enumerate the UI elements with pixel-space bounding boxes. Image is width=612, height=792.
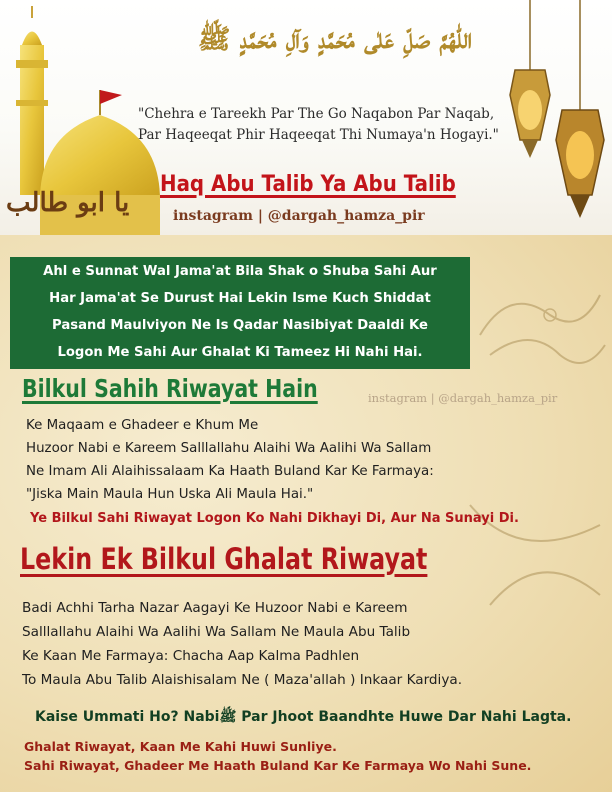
closing-paragraph <box>24 737 531 775</box>
arabic-calligraphy-label: یا ابو طالب <box>6 188 130 218</box>
intro-line: Ahl e Sunnat Wal Jama'at Bila Shak o Shuba Sahi Aur <box>43 264 437 279</box>
floral-ornament-icon <box>460 485 610 625</box>
paragraph-line: Salllallahu Alaihi Wa Aalihi Wa Sallam Ne Maula Abu Talib <box>22 624 411 640</box>
paragraph-line: Ke Maqaam e Ghadeer e Khum Me <box>26 418 259 433</box>
sahih-riwayat-paragraph <box>26 414 434 506</box>
intro-line: Logon Me Sahi Aur Ghalat Ki Tameez Hi Nahi Hai. <box>57 345 423 360</box>
intro-text-box <box>10 257 470 369</box>
sahih-note: Ye Bilkul Sahi Riwayat Logon Ko Nahi Dikhayi Di, Aur Na Sunayi Di. <box>30 511 519 526</box>
paragraph-line: Ne Imam Ali Alaihissalaam Ka Haath Buland Kar Ke Farmaya: <box>26 464 434 479</box>
question-line: Kaise Ummati Ho? Nabiﷺ Par Jhoot Baandhte Huwe Dar Nahi Lagta. <box>35 709 572 725</box>
paragraph-line: Ke Kaan Me Farmaya: Chacha Aap Kalma Padhlen <box>22 648 360 664</box>
instagram-handle: instagram | @dargah_hamza_pir <box>173 208 425 224</box>
intro-line: Pasand Maulviyon Ne Is Qadar Nasibiyat Daaldi Ke <box>52 318 428 333</box>
intro-line: Har Jama'at Se Durust Hai Lekin Isme Kuch Shiddat <box>49 291 431 306</box>
quote-line: Par Haqeeqat Phir Haqeeqat Thi Numaya'n Hogayi." <box>138 127 499 143</box>
closing-line: Ghalat Riwayat, Kaan Me Kahi Huwi Sunliye. <box>24 739 337 754</box>
closing-line: Sahi Riwayat, Ghadeer Me Haath Buland Kar Ke Farmaya Wo Nahi Sune. <box>24 758 532 773</box>
paragraph-line: Badi Achhi Tarha Nazar Aagayi Ke Huzoor Nabi e Kareem <box>22 600 408 616</box>
floral-ornament-icon <box>470 275 612 395</box>
section-heading-ghalat: Lekin Ek Bilkul Ghalat Riwayat <box>20 542 428 576</box>
paragraph-line: Huzoor Nabi e Kareem Salllallahu Alaihi Wa Aalihi Wa Sallam <box>26 441 432 456</box>
page-title: Haq Abu Talib Ya Abu Talib <box>160 172 456 197</box>
paragraph-line: To Maula Abu Talib Alaishisalam Ne ( Maza'allah ) Inkaar Kardiya. <box>22 672 463 688</box>
poetry-quote <box>138 104 498 146</box>
ghalat-riwayat-paragraph <box>22 596 462 692</box>
paragraph-line: "Jiska Main Maula Hun Uska Ali Maula Hai." <box>26 487 314 502</box>
quote-line: "Chehra e Tareekh Par The Go Naqabon Par Naqab, <box>138 106 495 122</box>
durood-calligraphy: اللّٰھُمَّ صَلِّ عَلٰی مُحَمَّدٍ وَآلِ مُحَمَّدٍ ﷺ <box>197 24 473 55</box>
section-heading-sahih: Bilkul Sahih Riwayat Hain <box>22 374 318 403</box>
header-banner <box>0 0 612 235</box>
watermark-text: instagram | @dargah_hamza_pir <box>368 391 558 405</box>
